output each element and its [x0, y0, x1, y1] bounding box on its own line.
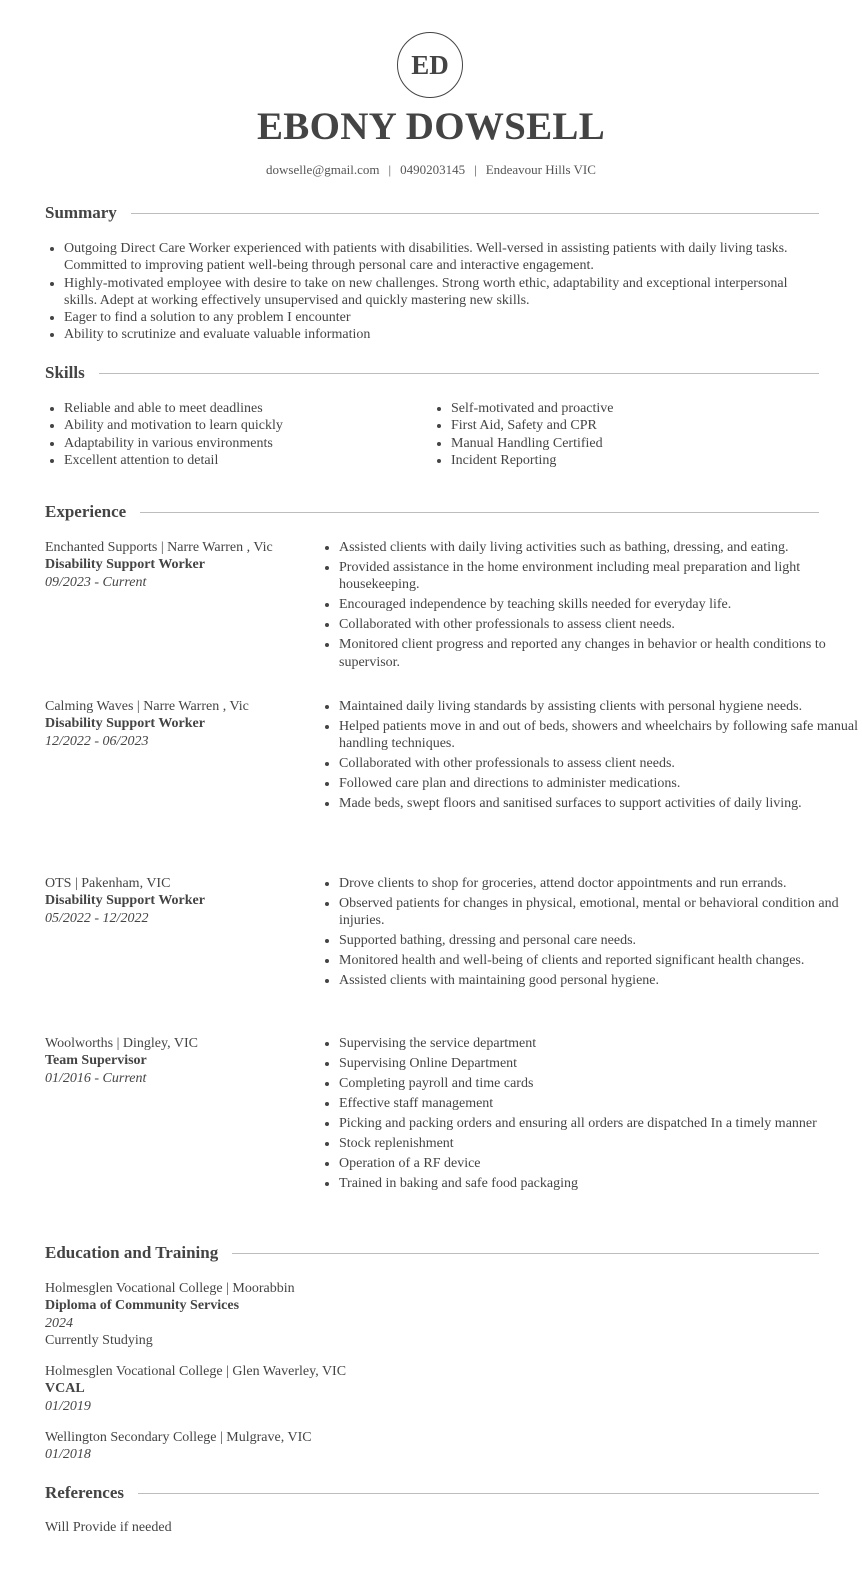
section-title: Skills — [45, 363, 85, 382]
skills-columns — [45, 400, 819, 469]
duty-item: • Trained in baking and safe food packaging — [339, 1175, 860, 1192]
edu-date: 01/2019 — [45, 1398, 91, 1414]
duty-item: • Followed care plan and directions to administer medications. — [339, 775, 860, 792]
section-title: Summary — [45, 203, 117, 222]
contact-separator: | — [474, 162, 477, 177]
duty-item: • Completing payroll and time cards — [339, 1075, 860, 1092]
contact-phone: 0490203145 — [400, 162, 466, 177]
education-entry — [45, 1429, 312, 1464]
job-dates: 05/2022 - 12/2022 — [45, 910, 149, 926]
section-title: Experience — [45, 502, 127, 521]
duty-item: • Picking and packing orders and ensuring all orders are dispatched In a timely manner — [339, 1115, 860, 1132]
list-item: • Eager to find a solution to any problem I encounter — [64, 309, 819, 326]
duty-item: • Encouraged independence by teaching skills needed for everyday life. — [339, 596, 860, 613]
duty-item: • Stock replenishment — [339, 1135, 860, 1152]
job-dates: 01/2016 - Current — [45, 1070, 147, 1086]
list-item: • Ability to scrutinize and evaluate valuable information — [64, 326, 819, 343]
duty-item: • Collaborated with other professionals to assess client needs. — [339, 755, 860, 772]
summary-header — [45, 203, 819, 223]
edu-qualification: Diploma of Community Services — [45, 1298, 240, 1314]
duties-list — [320, 1035, 860, 1192]
duties-list — [320, 698, 860, 813]
duty-item: • Assisted clients with daily living activities such as bathing, dressing, and eating. — [339, 539, 860, 556]
section-title: Education and Training — [45, 1243, 219, 1262]
education-entry — [45, 1363, 346, 1415]
monogram-badge — [397, 32, 463, 98]
job-meta — [45, 698, 320, 750]
duty-item: • Provided assistance in the home environment including meal preparation and light housekeeping. — [339, 559, 860, 594]
experience-section — [45, 502, 819, 522]
duty-item: • Drove clients to shop for groceries, attend doctor appointments and run errands. — [339, 875, 860, 892]
duty-item: • Monitored health and well-being of clients and reported significant health changes. — [339, 952, 860, 969]
job-dates: 09/2023 - Current — [45, 574, 147, 590]
section-title: References — [45, 1483, 124, 1502]
skills-section — [45, 363, 819, 469]
contact-email: dowselle@gmail.com — [266, 162, 380, 177]
job-duties — [320, 698, 860, 815]
job-role: Disability Support Worker — [45, 716, 205, 732]
references-section — [45, 1483, 819, 1536]
edu-date: 2024 — [45, 1315, 73, 1331]
skill-item: • Incident Reporting — [451, 452, 819, 469]
section-divider — [232, 1253, 819, 1254]
skills-header — [45, 363, 819, 383]
edu-qualification: VCAL — [45, 1381, 85, 1397]
education-section — [45, 1243, 819, 1263]
job-role: Disability Support Worker — [45, 557, 205, 573]
skill-item: • Ability and motivation to learn quickly — [64, 417, 432, 434]
skills-list-left — [45, 400, 432, 469]
duties-list — [320, 875, 860, 990]
list-item: • Highly-motivated employee with desire to take on new challenges. Strong worth ethic, adaptability and exceptional interpersonal skills. Adept at working effectively unsupervised and quickly mastering new skills. — [64, 275, 819, 310]
edu-school: Holmesglen Vocational College | Moorabbin — [45, 1281, 295, 1296]
duty-item: • Made beds, swept floors and sanitised surfaces to support activities of daily living. — [339, 795, 860, 812]
job-dates: 12/2022 - 06/2023 — [45, 733, 149, 749]
edu-school: Holmesglen Vocational College | Glen Waverley, VIC — [45, 1364, 347, 1379]
skill-item: • Adaptability in various environments — [64, 435, 432, 452]
job-role: Disability Support Worker — [45, 893, 205, 909]
job-duties — [320, 539, 860, 674]
section-divider — [138, 1493, 819, 1494]
job-meta — [45, 875, 320, 927]
duty-item: • Effective staff management — [339, 1095, 860, 1112]
job-duties — [320, 1035, 860, 1195]
edu-school: Wellington Secondary College | Mulgrave, VIC — [45, 1430, 312, 1445]
duty-item: • Helped patients move in and out of beds, showers and wheelchairs by following safe manual handling techniques. — [339, 718, 860, 753]
list-item: • Outgoing Direct Care Worker experienced with patients with disabilities. Well-versed in assisting patients with daily living tasks. Committed to improving patient well-being through personal care and interactive engagement. — [64, 240, 819, 275]
edu-note: Currently Studying — [45, 1332, 153, 1348]
job-meta — [45, 539, 320, 591]
candidate-name: EBONY DOWSELL — [256, 105, 606, 148]
job-employer: OTS | Pakenham, VIC — [45, 876, 171, 891]
duties-list — [320, 539, 860, 671]
references-header — [45, 1483, 819, 1503]
skill-item: • Manual Handling Certified — [451, 435, 819, 452]
duty-item: • Maintained daily living standards by assisting clients with personal hygiene needs. — [339, 698, 860, 715]
duty-item: • Collaborated with other professionals to assess client needs. — [339, 616, 860, 633]
edu-date: 01/2018 — [45, 1447, 91, 1463]
duty-item: • Monitored client progress and reported any changes in behavior or health conditions to supervisor. — [339, 636, 860, 671]
section-divider — [99, 373, 819, 374]
experience-header — [45, 502, 819, 522]
job-duties — [320, 875, 860, 992]
skills-list-right — [432, 400, 819, 469]
duty-item: • Assisted clients with maintaining good personal hygiene. — [339, 972, 860, 989]
duty-item: • Observed patients for changes in physical, emotional, mental or behavioral condition and injuries. — [339, 895, 860, 930]
job-employer: Woolworths | Dingley, VIC — [45, 1036, 198, 1051]
job-role: Team Supervisor — [45, 1053, 147, 1069]
section-divider — [140, 512, 819, 513]
job-meta — [45, 1035, 320, 1087]
skill-item: • Excellent attention to detail — [64, 452, 432, 469]
skill-item: • Self-motivated and proactive — [451, 400, 819, 417]
education-entry — [45, 1280, 295, 1349]
references-text: Will Provide if needed — [45, 1520, 172, 1535]
summary-list — [45, 240, 819, 344]
duty-item: • Operation of a RF device — [339, 1155, 860, 1172]
job-employer: Calming Waves | Narre Warren , Vic — [45, 699, 249, 714]
job-employer: Enchanted Supports | Narre Warren , Vic — [45, 540, 273, 555]
contact-separator: | — [388, 162, 392, 177]
duty-item: • Supervising Online Department — [339, 1055, 860, 1072]
skill-item: • First Aid, Safety and CPR — [451, 417, 819, 434]
duty-item: • Supported bathing, dressing and personal care needs. — [339, 932, 860, 949]
duty-item: • Supervising the service department — [339, 1035, 860, 1052]
skill-item: • Reliable and able to meet deadlines — [64, 400, 432, 417]
summary-section — [45, 203, 819, 344]
contact-location: Endeavour Hills VIC — [485, 162, 596, 177]
education-header — [45, 1243, 819, 1263]
monogram-initials: ED — [411, 49, 449, 80]
contact-line — [0, 162, 862, 178]
section-divider — [131, 213, 819, 214]
